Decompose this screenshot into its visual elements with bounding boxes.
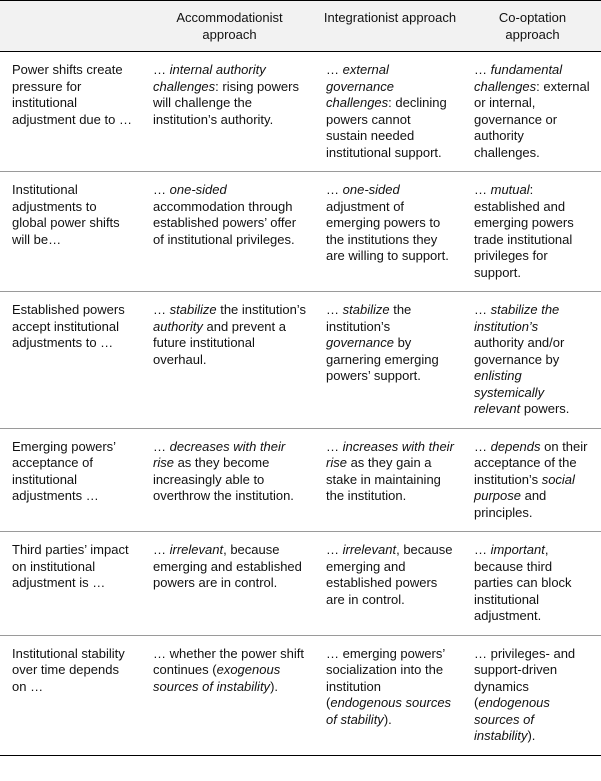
table-row (0, 532, 601, 636)
text-segment: and principles. (474, 488, 547, 520)
table-row (0, 52, 601, 172)
header-row (0, 1, 601, 52)
italic-text: irrelevant (169, 542, 224, 557)
text-segment: as they gain a stake in maintaining the institution. (326, 455, 441, 503)
cell-accommodationist (143, 172, 316, 292)
text-segment: … privileges- and support-driven dynamics ( (474, 645, 576, 710)
row-label: Emerging powers’ acceptance of institutional adjustments … (0, 428, 143, 532)
table-row (0, 428, 601, 532)
italic-text: depends (490, 438, 541, 454)
text-segment: : established and emerging powers trade institutional privileges for support. (474, 182, 574, 280)
table-row (0, 635, 601, 755)
cell-integrationist (316, 428, 464, 532)
italic-text: enlisting systemically relevant (474, 368, 545, 416)
text-segment: authority and/or governance by (474, 335, 565, 367)
italic-text: one-sided (342, 182, 400, 197)
text-segment: … (474, 62, 491, 77)
text-segment: , because emerging and established powers are in control. (153, 542, 302, 590)
text-segment: ). (383, 711, 392, 727)
italic-text: one-sided (169, 182, 227, 197)
text-segment: ). (527, 728, 536, 743)
row-label: Institutional adjustments to global power shifts will be… (0, 172, 143, 292)
header-accommodationist: Accommodationist approach (143, 1, 316, 52)
header-cooptation: Co-optation approach (464, 1, 601, 52)
cell-accommodationist (143, 428, 316, 532)
cell-integrationist (316, 172, 464, 292)
italic-text: stabilize (342, 302, 390, 317)
header-empty (0, 1, 143, 52)
cell-cooptation (464, 532, 601, 636)
cell-cooptation (464, 292, 601, 429)
cell-cooptation (464, 428, 601, 532)
text-segment: ). (270, 678, 279, 694)
text-segment: by garnering emerging powers’ support. (326, 335, 439, 383)
text-segment: … (153, 542, 170, 557)
text-segment: … (326, 438, 343, 454)
italic-text: social purpose (474, 471, 575, 503)
text-segment: … (153, 182, 170, 197)
italic-text: authority (153, 318, 203, 334)
text-segment: : external or internal, governance or authority challenges. (474, 78, 590, 160)
header-integrationist: Integrationist approach (316, 1, 464, 52)
cell-accommodationist (143, 52, 316, 172)
italic-text: important (490, 542, 545, 557)
text-segment: adjustment of emerging powers to the institutions they are willing to support. (326, 198, 449, 263)
text-segment: accommodation through established powers’ offer of institutional privileges. (153, 198, 297, 247)
italic-text: endogenous sources of instability (474, 695, 550, 743)
text-segment: the institution’s (216, 302, 306, 317)
text-segment: … (153, 302, 170, 317)
text-segment: … (474, 438, 491, 454)
text-segment: the institution’s (326, 302, 412, 334)
text-segment: … (474, 182, 491, 197)
italic-text: increases with their rise (326, 438, 454, 470)
cell-cooptation (464, 172, 601, 292)
text-segment: … (326, 62, 343, 77)
text-segment: … whether the power shift continues ( (153, 645, 305, 677)
text-segment: … (474, 302, 491, 317)
cell-cooptation (464, 52, 601, 172)
text-segment: : rising powers will challenge the institution’s authority. (153, 78, 299, 127)
italic-text: decreases with their rise (153, 438, 286, 470)
table-row (0, 172, 601, 292)
text-segment: … (474, 542, 491, 557)
text-segment: and prevent a future institutional overhaul. (153, 318, 286, 367)
italic-text: internal authority challenges (153, 62, 266, 94)
row-label: Institutional stability over time depends on … (0, 635, 143, 755)
row-label: Established powers accept institutional adjustments to … (0, 292, 143, 429)
cell-integrationist (316, 635, 464, 755)
italic-text: mutual (490, 182, 530, 197)
text-segment: , because third parties can block institutional adjustment. (474, 542, 572, 623)
cell-integrationist (316, 292, 464, 429)
text-segment: as they become increasingly able to overthrow the institution. (153, 455, 294, 503)
table-row (0, 292, 601, 429)
italic-text: governance (326, 335, 394, 350)
text-segment: on their acceptance of the institution’s (474, 438, 588, 487)
text-segment: … (153, 62, 170, 77)
italic-text: endogenous sources of stability (326, 695, 452, 727)
text-segment: … emerging powers’ socialization into the institution ( (326, 645, 445, 710)
text-segment: … (326, 182, 343, 197)
text-segment: … (326, 542, 343, 557)
row-label: Third parties’ impact on institutional adjustment is … (0, 532, 143, 636)
cell-integrationist (316, 52, 464, 172)
cell-accommodationist (143, 292, 316, 429)
text-segment: … (326, 302, 343, 317)
italic-text: stabilize (169, 302, 217, 317)
cell-accommodationist (143, 532, 316, 636)
cell-integrationist (316, 532, 464, 636)
text-segment: , because emerging and established powers are in control. (326, 542, 453, 607)
cell-accommodationist (143, 635, 316, 755)
italic-text: external governance challenges (326, 62, 394, 110)
text-segment: powers. (520, 401, 570, 416)
text-segment: … (153, 438, 170, 454)
italic-text: irrelevant (342, 542, 397, 557)
italic-text: stabilize the institution’s (474, 302, 560, 334)
row-label: Power shifts create pressure for institutional adjustment due to … (0, 52, 143, 172)
table-body (0, 52, 601, 756)
italic-text: fundamental challenges (474, 62, 563, 94)
text-segment: : declining powers cannot sustain needed institutional support. (326, 95, 447, 160)
italic-text: exogenous sources of instability (153, 662, 281, 694)
cell-cooptation (464, 635, 601, 755)
